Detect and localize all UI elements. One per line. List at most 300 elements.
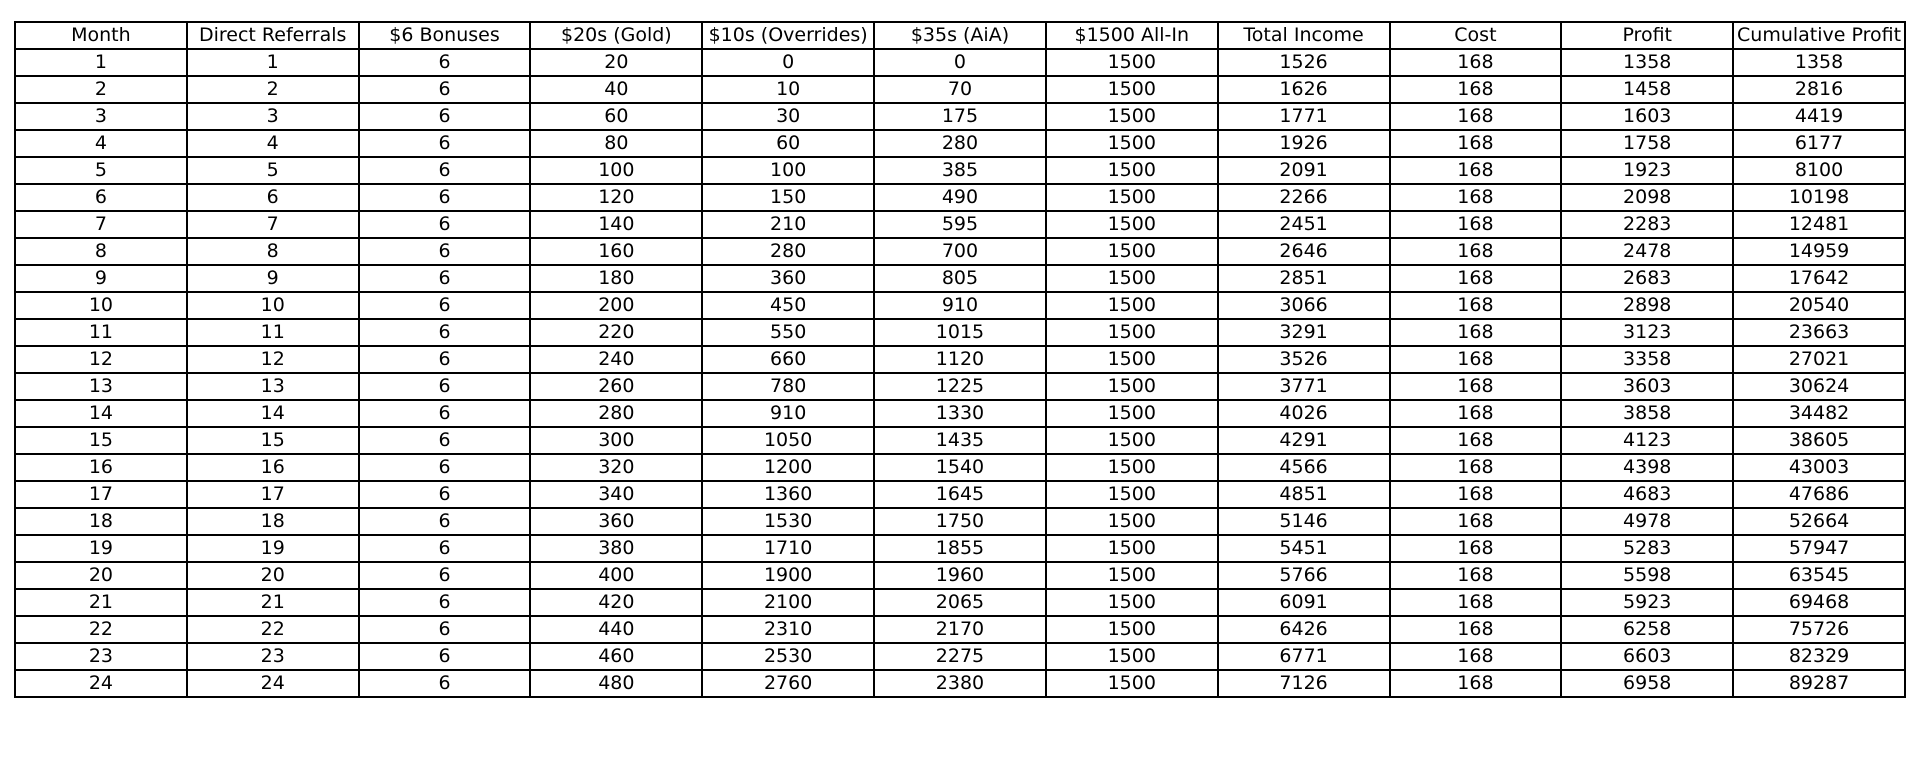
- table-cell: 1645: [874, 481, 1046, 508]
- table-cell: 910: [702, 400, 874, 427]
- table-cell: 1500: [1046, 427, 1218, 454]
- table-cell: 2451: [1218, 211, 1390, 238]
- table-cell: 6: [359, 670, 531, 697]
- table-cell: 2683: [1561, 265, 1733, 292]
- table-cell: 15: [187, 427, 359, 454]
- table-cell: 16: [15, 454, 187, 481]
- table-cell: 220: [530, 319, 702, 346]
- table-cell: 1500: [1046, 292, 1218, 319]
- table-cell: 47686: [1733, 481, 1905, 508]
- table-cell: 89287: [1733, 670, 1905, 697]
- table-cell: 20540: [1733, 292, 1905, 319]
- table-cell: 11: [187, 319, 359, 346]
- table-cell: 8: [15, 238, 187, 265]
- table-cell: 168: [1390, 535, 1562, 562]
- table-row: [15, 508, 1905, 535]
- table-cell: 805: [874, 265, 1046, 292]
- table-cell: 550: [702, 319, 874, 346]
- column-header: $6 Bonuses: [359, 22, 531, 49]
- table-cell: 10198: [1733, 184, 1905, 211]
- table-cell: 23663: [1733, 319, 1905, 346]
- table-cell: 595: [874, 211, 1046, 238]
- table-cell: 3123: [1561, 319, 1733, 346]
- table-cell: 5283: [1561, 535, 1733, 562]
- table-cell: 21: [15, 589, 187, 616]
- table-cell: 22: [15, 616, 187, 643]
- table-cell: 168: [1390, 670, 1562, 697]
- table-cell: 0: [874, 49, 1046, 76]
- table-cell: 15: [15, 427, 187, 454]
- header-row: [15, 22, 1905, 49]
- table-cell: 400: [530, 562, 702, 589]
- table-cell: 168: [1390, 76, 1562, 103]
- table-cell: 168: [1390, 373, 1562, 400]
- table-cell: 1923: [1561, 157, 1733, 184]
- table-cell: 2283: [1561, 211, 1733, 238]
- table-cell: 1330: [874, 400, 1046, 427]
- table-cell: 168: [1390, 103, 1562, 130]
- table-row: [15, 238, 1905, 265]
- table-cell: 168: [1390, 211, 1562, 238]
- table-cell: 1771: [1218, 103, 1390, 130]
- table-cell: 14959: [1733, 238, 1905, 265]
- table-cell: 1500: [1046, 454, 1218, 481]
- table-cell: 16: [187, 454, 359, 481]
- table-cell: 1500: [1046, 508, 1218, 535]
- table-cell: 6: [359, 211, 531, 238]
- table-cell: 1500: [1046, 319, 1218, 346]
- column-header: $10s (Overrides): [702, 22, 874, 49]
- table-cell: 280: [702, 238, 874, 265]
- table-cell: 1500: [1046, 481, 1218, 508]
- table-cell: 168: [1390, 130, 1562, 157]
- table-cell: 140: [530, 211, 702, 238]
- table-cell: 5146: [1218, 508, 1390, 535]
- table-cell: 1603: [1561, 103, 1733, 130]
- table-cell: 7126: [1218, 670, 1390, 697]
- table-cell: 260: [530, 373, 702, 400]
- table-cell: 22: [187, 616, 359, 643]
- table-header: [15, 22, 1905, 49]
- table-cell: 20: [530, 49, 702, 76]
- table-cell: 360: [530, 508, 702, 535]
- table-row: [15, 157, 1905, 184]
- table-row: [15, 130, 1905, 157]
- table-row: [15, 184, 1905, 211]
- table-cell: 4: [15, 130, 187, 157]
- table-row: [15, 454, 1905, 481]
- table-cell: 168: [1390, 508, 1562, 535]
- table-cell: 1458: [1561, 76, 1733, 103]
- table-cell: 1435: [874, 427, 1046, 454]
- table-cell: 4566: [1218, 454, 1390, 481]
- table-cell: 6426: [1218, 616, 1390, 643]
- table-cell: 2646: [1218, 238, 1390, 265]
- column-header: Cost: [1390, 22, 1562, 49]
- table-cell: 2898: [1561, 292, 1733, 319]
- table-cell: 2310: [702, 616, 874, 643]
- table-cell: 3: [187, 103, 359, 130]
- table-cell: 2530: [702, 643, 874, 670]
- table-cell: 4123: [1561, 427, 1733, 454]
- table-cell: 1500: [1046, 103, 1218, 130]
- table-cell: 14: [15, 400, 187, 427]
- table-cell: 1540: [874, 454, 1046, 481]
- table-cell: 0: [702, 49, 874, 76]
- table-row: [15, 670, 1905, 697]
- table-cell: 34482: [1733, 400, 1905, 427]
- table-cell: 280: [530, 400, 702, 427]
- table-cell: 18: [15, 508, 187, 535]
- table-cell: 1526: [1218, 49, 1390, 76]
- table-cell: 6: [359, 508, 531, 535]
- table-cell: 6: [359, 454, 531, 481]
- table-cell: 6: [15, 184, 187, 211]
- table-cell: 17: [15, 481, 187, 508]
- table-cell: 6: [359, 643, 531, 670]
- table-cell: 7: [187, 211, 359, 238]
- table-cell: 180: [530, 265, 702, 292]
- table-cell: 1: [15, 49, 187, 76]
- table-cell: 1500: [1046, 184, 1218, 211]
- table-cell: 2760: [702, 670, 874, 697]
- table-cell: 4683: [1561, 481, 1733, 508]
- table-cell: 4398: [1561, 454, 1733, 481]
- column-header: $1500 All-In: [1046, 22, 1218, 49]
- table-cell: 120: [530, 184, 702, 211]
- table-cell: 2091: [1218, 157, 1390, 184]
- column-header: $35s (AiA): [874, 22, 1046, 49]
- table-cell: 420: [530, 589, 702, 616]
- table-cell: 490: [874, 184, 1046, 211]
- table-cell: 6258: [1561, 616, 1733, 643]
- table-cell: 5: [15, 157, 187, 184]
- table-cell: 5766: [1218, 562, 1390, 589]
- table-cell: 4851: [1218, 481, 1390, 508]
- table-cell: 6: [359, 427, 531, 454]
- table-cell: 6: [359, 616, 531, 643]
- column-header: Month: [15, 22, 187, 49]
- table-row: [15, 211, 1905, 238]
- table-cell: 1050: [702, 427, 874, 454]
- table-cell: 19: [15, 535, 187, 562]
- table-cell: 300: [530, 427, 702, 454]
- table-cell: 1500: [1046, 346, 1218, 373]
- table-cell: 80: [530, 130, 702, 157]
- table-cell: 1500: [1046, 535, 1218, 562]
- table-cell: 168: [1390, 238, 1562, 265]
- table-cell: 1500: [1046, 616, 1218, 643]
- table-row: [15, 292, 1905, 319]
- column-header: Profit: [1561, 22, 1733, 49]
- table-cell: 6: [359, 265, 531, 292]
- table-cell: 1360: [702, 481, 874, 508]
- table-cell: 1500: [1046, 373, 1218, 400]
- table-cell: 14: [187, 400, 359, 427]
- table-row: [15, 103, 1905, 130]
- table-cell: 5598: [1561, 562, 1733, 589]
- table-cell: 1758: [1561, 130, 1733, 157]
- table-cell: 19: [187, 535, 359, 562]
- table-cell: 10: [15, 292, 187, 319]
- table-cell: 7: [15, 211, 187, 238]
- table-cell: 1500: [1046, 265, 1218, 292]
- table-cell: 2380: [874, 670, 1046, 697]
- table-cell: 4978: [1561, 508, 1733, 535]
- table-cell: 1500: [1046, 670, 1218, 697]
- table-cell: 6: [359, 346, 531, 373]
- table-cell: 150: [702, 184, 874, 211]
- table-cell: 1015: [874, 319, 1046, 346]
- table-cell: 168: [1390, 346, 1562, 373]
- table-row: [15, 616, 1905, 643]
- table-cell: 460: [530, 643, 702, 670]
- table-cell: 23: [15, 643, 187, 670]
- table-cell: 168: [1390, 589, 1562, 616]
- table-cell: 23: [187, 643, 359, 670]
- table-cell: 100: [530, 157, 702, 184]
- table-cell: 1530: [702, 508, 874, 535]
- table-cell: 3603: [1561, 373, 1733, 400]
- table-cell: 9: [187, 265, 359, 292]
- table-cell: 440: [530, 616, 702, 643]
- table-cell: 18: [187, 508, 359, 535]
- table-cell: 3771: [1218, 373, 1390, 400]
- table-cell: 340: [530, 481, 702, 508]
- table-row: [15, 373, 1905, 400]
- table-cell: 6: [359, 184, 531, 211]
- table-cell: 8: [187, 238, 359, 265]
- table-cell: 240: [530, 346, 702, 373]
- table-cell: 2851: [1218, 265, 1390, 292]
- table-cell: 1500: [1046, 211, 1218, 238]
- table-cell: 1358: [1733, 49, 1905, 76]
- table-cell: 3858: [1561, 400, 1733, 427]
- table-cell: 2275: [874, 643, 1046, 670]
- table-cell: 6958: [1561, 670, 1733, 697]
- table-cell: 5923: [1561, 589, 1733, 616]
- table-cell: 3358: [1561, 346, 1733, 373]
- table-cell: 168: [1390, 562, 1562, 589]
- table-cell: 24: [15, 670, 187, 697]
- table-cell: 1500: [1046, 643, 1218, 670]
- table-cell: 63545: [1733, 562, 1905, 589]
- table-cell: 2065: [874, 589, 1046, 616]
- table-cell: 168: [1390, 319, 1562, 346]
- table-cell: 17642: [1733, 265, 1905, 292]
- table-cell: 5: [187, 157, 359, 184]
- table-cell: 6177: [1733, 130, 1905, 157]
- table-cell: 6603: [1561, 643, 1733, 670]
- table-cell: 6: [359, 562, 531, 589]
- table-cell: 4419: [1733, 103, 1905, 130]
- column-header: Direct Referrals: [187, 22, 359, 49]
- table-cell: 6: [359, 157, 531, 184]
- table-cell: 24: [187, 670, 359, 697]
- table-cell: 3066: [1218, 292, 1390, 319]
- table-cell: 1500: [1046, 589, 1218, 616]
- table-cell: 1626: [1218, 76, 1390, 103]
- table-cell: 168: [1390, 616, 1562, 643]
- table-cell: 280: [874, 130, 1046, 157]
- table-cell: 200: [530, 292, 702, 319]
- table-cell: 168: [1390, 400, 1562, 427]
- table-cell: 1120: [874, 346, 1046, 373]
- table-cell: 20: [187, 562, 359, 589]
- table-row: [15, 49, 1905, 76]
- table-cell: 1500: [1046, 76, 1218, 103]
- table-cell: 12: [15, 346, 187, 373]
- table-cell: 8100: [1733, 157, 1905, 184]
- table-cell: 385: [874, 157, 1046, 184]
- table-cell: 10: [702, 76, 874, 103]
- table-cell: 69468: [1733, 589, 1905, 616]
- table-cell: 6: [359, 238, 531, 265]
- table-cell: 60: [702, 130, 874, 157]
- table-cell: 1200: [702, 454, 874, 481]
- table-cell: 5451: [1218, 535, 1390, 562]
- table-cell: 210: [702, 211, 874, 238]
- table-row: [15, 535, 1905, 562]
- table-cell: 168: [1390, 427, 1562, 454]
- table-cell: 6: [359, 130, 531, 157]
- table-body: [15, 49, 1905, 697]
- table-cell: 57947: [1733, 535, 1905, 562]
- table-cell: 320: [530, 454, 702, 481]
- column-header: $20s (Gold): [530, 22, 702, 49]
- table-cell: 1358: [1561, 49, 1733, 76]
- table-cell: 480: [530, 670, 702, 697]
- table-cell: 6: [359, 292, 531, 319]
- table-cell: 6: [359, 400, 531, 427]
- table-cell: 1500: [1046, 238, 1218, 265]
- table-cell: 360: [702, 265, 874, 292]
- table-cell: 660: [702, 346, 874, 373]
- table-cell: 4026: [1218, 400, 1390, 427]
- table-cell: 4291: [1218, 427, 1390, 454]
- table-cell: 38605: [1733, 427, 1905, 454]
- table-cell: 82329: [1733, 643, 1905, 670]
- table-cell: 168: [1390, 643, 1562, 670]
- table-cell: 13: [15, 373, 187, 400]
- table-cell: 168: [1390, 481, 1562, 508]
- table-cell: 1500: [1046, 400, 1218, 427]
- table-cell: 2170: [874, 616, 1046, 643]
- table-cell: 6: [359, 103, 531, 130]
- table-cell: 1225: [874, 373, 1046, 400]
- table-row: [15, 265, 1905, 292]
- table-cell: 6: [187, 184, 359, 211]
- table-cell: 1500: [1046, 157, 1218, 184]
- table-cell: 70: [874, 76, 1046, 103]
- table-cell: 175: [874, 103, 1046, 130]
- table-cell: 11: [15, 319, 187, 346]
- table-cell: 1500: [1046, 130, 1218, 157]
- table-row: [15, 562, 1905, 589]
- table-cell: 3291: [1218, 319, 1390, 346]
- column-header: Cumulative Profit: [1733, 22, 1905, 49]
- table-cell: 2: [15, 76, 187, 103]
- table-cell: 12481: [1733, 211, 1905, 238]
- table-cell: 60: [530, 103, 702, 130]
- table-cell: 13: [187, 373, 359, 400]
- table-cell: 6: [359, 535, 531, 562]
- table-cell: 168: [1390, 157, 1562, 184]
- table-cell: 1500: [1046, 562, 1218, 589]
- table-cell: 780: [702, 373, 874, 400]
- table-cell: 30: [702, 103, 874, 130]
- table-cell: 6: [359, 49, 531, 76]
- table-cell: 6: [359, 319, 531, 346]
- table-cell: 1710: [702, 535, 874, 562]
- table-row: [15, 319, 1905, 346]
- column-header: Total Income: [1218, 22, 1390, 49]
- table-cell: 2478: [1561, 238, 1733, 265]
- table-cell: 75726: [1733, 616, 1905, 643]
- table-cell: 2: [187, 76, 359, 103]
- table-cell: 6: [359, 589, 531, 616]
- table-cell: 6091: [1218, 589, 1390, 616]
- table-row: [15, 643, 1905, 670]
- table-cell: 700: [874, 238, 1046, 265]
- table-row: [15, 76, 1905, 103]
- table-cell: 3: [15, 103, 187, 130]
- table-cell: 2100: [702, 589, 874, 616]
- table-cell: 1855: [874, 535, 1046, 562]
- table-cell: 3526: [1218, 346, 1390, 373]
- table-cell: 1900: [702, 562, 874, 589]
- table-cell: 1: [187, 49, 359, 76]
- table-cell: 27021: [1733, 346, 1905, 373]
- table-cell: 160: [530, 238, 702, 265]
- income-table: [14, 21, 1906, 698]
- table-cell: 168: [1390, 184, 1562, 211]
- table-cell: 100: [702, 157, 874, 184]
- table-cell: 6: [359, 481, 531, 508]
- table-cell: 9: [15, 265, 187, 292]
- table-cell: 6: [359, 76, 531, 103]
- table-cell: 910: [874, 292, 1046, 319]
- table-cell: 40: [530, 76, 702, 103]
- table-cell: 450: [702, 292, 874, 319]
- table-row: [15, 589, 1905, 616]
- table-cell: 17: [187, 481, 359, 508]
- table-cell: 20: [15, 562, 187, 589]
- table-cell: 12: [187, 346, 359, 373]
- table-cell: 2266: [1218, 184, 1390, 211]
- table-cell: 52664: [1733, 508, 1905, 535]
- table-row: [15, 481, 1905, 508]
- table-cell: 168: [1390, 49, 1562, 76]
- table-cell: 43003: [1733, 454, 1905, 481]
- table-cell: 21: [187, 589, 359, 616]
- table-cell: 10: [187, 292, 359, 319]
- table-cell: 2816: [1733, 76, 1905, 103]
- table-cell: 1926: [1218, 130, 1390, 157]
- table-cell: 2098: [1561, 184, 1733, 211]
- table-cell: 6771: [1218, 643, 1390, 670]
- table-cell: 1960: [874, 562, 1046, 589]
- table-row: [15, 427, 1905, 454]
- table-row: [15, 400, 1905, 427]
- table-cell: 168: [1390, 265, 1562, 292]
- table-row: [15, 346, 1905, 373]
- table-cell: 168: [1390, 454, 1562, 481]
- table-cell: 4: [187, 130, 359, 157]
- table-cell: 6: [359, 373, 531, 400]
- table-cell: 1750: [874, 508, 1046, 535]
- table-cell: 30624: [1733, 373, 1905, 400]
